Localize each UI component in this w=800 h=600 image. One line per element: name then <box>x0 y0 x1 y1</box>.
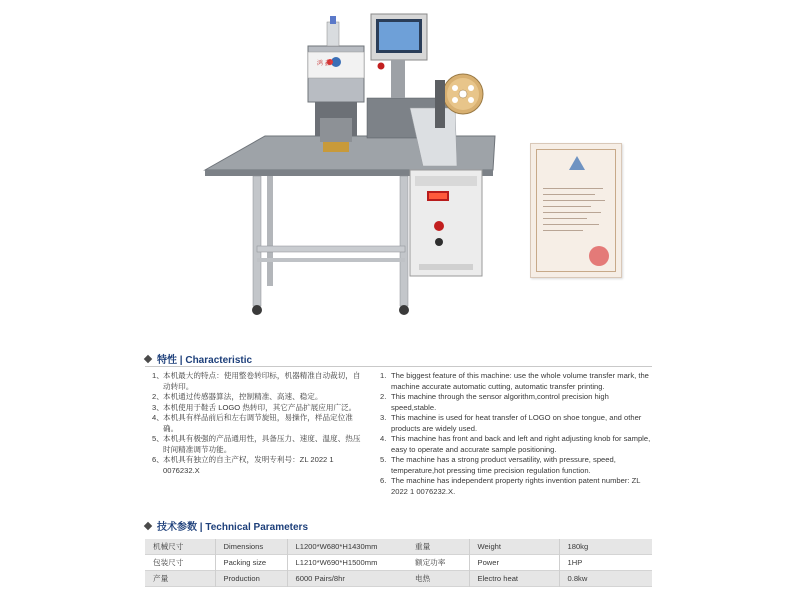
list-item-text: The machine has independent property rights invention patent number: ZL 2022 1 0076232.X. <box>391 476 641 496</box>
list-item-text: This machine has front and back and left and right adjusting knob for sample, easy to operate and accurate sample positioning. <box>391 434 651 454</box>
list-item-number: 2. <box>380 392 387 401</box>
machine-image <box>195 8 505 328</box>
table-cell: Packing size <box>215 555 287 571</box>
technical-parameters-table <box>145 539 652 587</box>
table-cell: 180kg <box>559 539 652 555</box>
list-item <box>380 455 652 476</box>
table-cell: 产量 <box>153 574 169 583</box>
list-item-number: 2、 <box>152 392 164 401</box>
characteristic-title: 特性 | Characteristic <box>157 355 253 366</box>
characteristic-header <box>145 351 252 366</box>
list-item-text: 本机具有独立的自主产权，发明专利号：ZL 2022 1 0076232.X <box>163 455 334 475</box>
list-item-number: 4. <box>380 434 387 443</box>
list-item <box>380 371 652 392</box>
table-cell: L1200*W680*H1430mm <box>287 539 407 555</box>
table-row <box>145 539 652 555</box>
table-cell: Production <box>215 571 287 587</box>
table-cell: Electro heat <box>469 571 559 587</box>
certificate-seal <box>589 246 609 266</box>
characteristic-en-list <box>380 371 652 497</box>
table-cell: L1210*W690*H1500mm <box>287 555 407 571</box>
list-item-text: The biggest feature of this machine: use the whole volume transfer mark, the machine accurate automatic cutting, automatic transfer printing. <box>391 371 649 391</box>
section-bullet-icon <box>144 521 152 529</box>
list-item-number: 1. <box>380 371 387 380</box>
table-cell: Dimensions <box>215 539 287 555</box>
list-item-text: This machine is used for heat transfer of LOGO on shoe tongue, and other products are widely used. <box>391 413 642 433</box>
list-item-text: This machine through the sensor algorithm,control precision high speed,stable. <box>391 392 609 412</box>
list-item-text: 本机具有样品前后和左右调节旋钮，易操作，样品定位准确。 <box>163 413 353 433</box>
list-item <box>152 413 362 434</box>
table-row <box>145 555 652 571</box>
table-cell: 6000 Pairs/8hr <box>287 571 407 587</box>
list-item-number: 6. <box>380 476 387 485</box>
characteristic-cn-list <box>152 371 362 476</box>
list-item <box>380 413 652 434</box>
table-cell: 0.8kw <box>559 571 652 587</box>
list-item-number: 3. <box>380 413 387 422</box>
list-item-number: 4、 <box>152 413 164 422</box>
list-item <box>152 371 362 392</box>
list-item-text: 本机通过传感器算法，控制精准、高速、稳定。 <box>163 392 323 401</box>
table-cell: 机械尺寸 <box>153 542 184 551</box>
list-item-number: 5、 <box>152 434 164 443</box>
list-item <box>152 392 362 403</box>
list-item-number: 3、 <box>152 402 164 412</box>
list-item <box>152 403 362 414</box>
certificate-emblem-icon <box>569 156 585 170</box>
list-item-text: 本机最大的特点：使用整卷转印标，机器精准自动裁切，自动转印。 <box>163 371 361 391</box>
list-item <box>380 476 652 497</box>
table-cell: 电热 <box>415 574 431 583</box>
machine-logo: 鸿 鑫 <box>317 60 331 67</box>
list-item-text: The machine has a strong product versatility, with pressure, speed, temperature,hot pressing time precision regulation function. <box>391 455 616 475</box>
patent-certificate-image <box>530 143 622 278</box>
list-item <box>152 455 362 476</box>
list-item <box>152 434 362 455</box>
list-item-number: 1、 <box>152 371 164 380</box>
list-item-text: 本机具有极强的产品通用性，具备压力、速度、温度、热压时间精准调节功能。 <box>163 434 361 454</box>
table-cell: Power <box>469 555 559 571</box>
list-item <box>380 434 652 455</box>
table-cell: 1HP <box>559 555 652 571</box>
table-cell: Weight <box>469 539 559 555</box>
table-cell: 额定功率 <box>415 558 446 567</box>
list-item-number: 6、 <box>152 455 164 464</box>
list-item-number: 5. <box>380 455 387 464</box>
characteristic-divider <box>145 366 652 367</box>
table-cell: 重量 <box>415 542 431 551</box>
section-bullet-icon <box>144 354 152 362</box>
table-row <box>145 571 652 587</box>
list-item-text: 本机使用于鞋舌 LOGO 热转印，其它产品扩展应用广泛。 <box>163 402 357 412</box>
list-item <box>380 392 652 413</box>
technical-title: 技术参数 | Technical Parameters <box>157 522 309 533</box>
technical-header <box>145 518 308 533</box>
table-cell: 包装尺寸 <box>153 558 184 567</box>
